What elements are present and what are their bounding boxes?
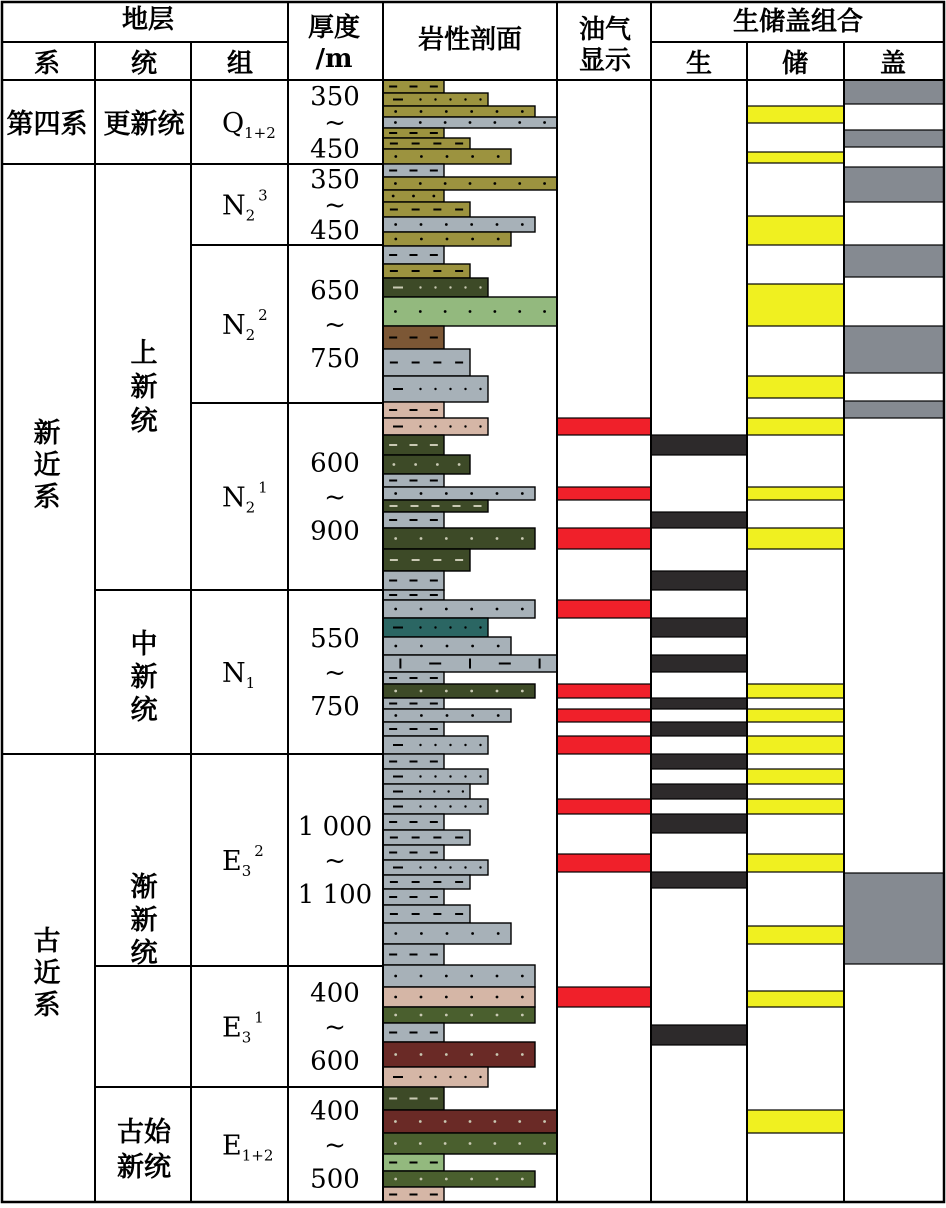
header-combination: 生储盖组合 (732, 7, 864, 37)
thickness-max: 1 100 (297, 880, 373, 910)
thickness-cell (310, 165, 360, 246)
thickness-tilde: ~ (324, 190, 346, 221)
system-labels (7, 109, 88, 1021)
lithology-bed (383, 889, 444, 905)
header-thickness-unit: /m (315, 44, 353, 74)
lithology-bed (383, 190, 444, 202)
oil-gas-show-bar (557, 987, 651, 1007)
lithology-bed (383, 709, 511, 722)
reservoir-bar (747, 684, 844, 698)
formation-cell (222, 1131, 273, 1165)
system-neogene-char2: 近 (33, 450, 61, 481)
lithology-bed (383, 326, 444, 349)
lithology-bed (383, 965, 535, 987)
formation-symbol: $N_1$ (222, 658, 256, 692)
oil-gas-show-bar (557, 487, 651, 500)
thickness-max: 450 (310, 215, 360, 246)
lithology-bed (383, 93, 488, 106)
lithology-bed (383, 177, 557, 190)
cap-rock-bar (844, 80, 944, 104)
oil-gas-show-bar (557, 418, 651, 435)
lithology-bed (383, 1067, 488, 1087)
formation-symbol: $E_{1+2}$ (222, 1130, 274, 1165)
oil-gas-show-bar (557, 600, 651, 618)
lithology-bed (383, 164, 444, 177)
lithology-bed (383, 944, 444, 965)
lithology-bed (383, 698, 444, 709)
oil-gas-show-bar (557, 684, 651, 698)
lithology-bed (383, 487, 535, 500)
source-rock-bar (651, 784, 747, 799)
series-pliocene-char1: 上 (130, 338, 158, 369)
header-thickness: 厚度 (307, 13, 361, 43)
thickness-min: 550 (310, 624, 360, 654)
lithology-bed (383, 455, 470, 474)
lithology-bed (383, 923, 511, 944)
formation-cell (222, 1009, 264, 1047)
formation-symbol: $N_2^1$ (222, 478, 268, 517)
lithology-bed (383, 637, 511, 655)
thickness-tilde: ~ (324, 658, 346, 688)
source-rock-bar (651, 814, 747, 833)
formation-symbol: $N_2^2$ (222, 306, 268, 344)
source-rock-bar (651, 512, 747, 528)
thickness-cell (310, 82, 360, 165)
lithology-bed (383, 435, 444, 455)
lithology-bed (383, 600, 535, 618)
thickness-tilde: ~ (324, 1130, 346, 1161)
thickness-min: 400 (310, 1096, 360, 1127)
lithology-bed (383, 349, 470, 376)
thickness-tilde: ~ (324, 1012, 346, 1043)
source-rock-bar (651, 722, 747, 736)
lithology-bed (383, 149, 511, 164)
cap-rock-bar (844, 245, 944, 277)
thickness-max: 450 (310, 134, 360, 165)
lithology-bed (383, 128, 444, 138)
thickness-max: 750 (310, 344, 360, 374)
lithology-bed (383, 1187, 444, 1202)
formation-cell (222, 108, 276, 142)
thickness-min: 350 (310, 165, 360, 196)
lithology-bed (383, 278, 488, 297)
cap-rock-bar (844, 130, 944, 147)
oil-gas-show-bar (557, 799, 651, 814)
source-rock-bar (651, 655, 747, 672)
thickness-cell (310, 624, 360, 722)
system-paleogene-char3: 系 (33, 990, 61, 1021)
source-rock-bar (651, 571, 747, 590)
thickness-max: 900 (310, 516, 360, 547)
lithology-bed (383, 512, 444, 528)
series-pliocene-char2: 新 (130, 372, 158, 403)
lithology-bed (383, 106, 535, 117)
system-paleogene-char2: 近 (33, 958, 61, 989)
reservoir-bar (747, 376, 844, 398)
lithology-bed (383, 672, 444, 684)
lithology-bed (383, 138, 470, 149)
lithology-bed (383, 474, 444, 487)
header-source: 生 (685, 49, 713, 79)
lithology-bed (383, 1171, 535, 1187)
thickness-min: 350 (310, 81, 360, 112)
lithology-bed (383, 1007, 535, 1023)
thickness-min: 650 (310, 276, 360, 306)
lithology-bed (383, 784, 470, 799)
cap-rock-bar (844, 167, 944, 202)
thickness-tilde: ~ (324, 846, 346, 876)
lithology-bed (383, 860, 488, 875)
lithology-bed (383, 402, 444, 418)
header-oil-gas-2: 显示 (578, 46, 632, 76)
thickness-max: 600 (310, 1046, 360, 1077)
system-neogene-char3: 系 (33, 482, 61, 513)
reservoir-bar (747, 487, 844, 500)
lithology-bed (383, 1110, 557, 1133)
header-system: 系 (33, 49, 61, 79)
reservoir-bar (747, 418, 844, 435)
lithology-bed (383, 246, 444, 264)
lithology-bed (383, 875, 470, 889)
formation-symbol: $E_3^1$ (222, 1008, 264, 1047)
lithology-bed (383, 1133, 557, 1154)
lithology-bed (383, 418, 488, 435)
reservoir-bar (747, 152, 844, 163)
formation-symbol: $N_2^3$ (222, 186, 268, 225)
lithology-bed (383, 232, 511, 246)
header-series: 统 (130, 49, 158, 79)
lithology-bed (383, 117, 557, 128)
header-formation: 组 (226, 49, 254, 79)
source-rock-bar (651, 754, 747, 769)
lithology-bed (383, 799, 488, 814)
lithology-bed (383, 722, 444, 736)
lithology-bed (383, 202, 470, 217)
series-labels (104, 108, 185, 1183)
header-oil-gas-1: 油气 (578, 15, 632, 45)
reservoir-bar (747, 736, 844, 754)
series-miocene-char2: 新 (130, 662, 158, 693)
thickness-cell (310, 449, 360, 547)
reservoir-bar (747, 769, 844, 784)
cap-rock-bar (844, 326, 944, 373)
lithology-bed (383, 655, 557, 672)
header-reservoir: 储 (781, 49, 809, 79)
formation-cell (222, 658, 255, 692)
series-pleistocene: 更新统 (103, 109, 185, 140)
source-rock-bar (651, 1025, 747, 1045)
reservoir-bar (747, 216, 844, 245)
thickness-min: 1 000 (297, 812, 373, 842)
lithology-bed (383, 80, 444, 93)
lithology-bed (383, 217, 535, 232)
reservoir-bar (747, 991, 844, 1007)
lithology-bed (383, 549, 470, 571)
formation-cell (222, 479, 268, 517)
formation-symbol: $Q_{1+2}$ (222, 108, 276, 142)
series-oligocene-char1: 渐 (130, 872, 158, 903)
system-neogene-char1: 新 (33, 418, 61, 449)
thickness-tilde: ~ (324, 482, 346, 513)
thickness-cell (310, 979, 360, 1077)
lithology-bed (383, 1042, 535, 1067)
lithology-bed (383, 571, 444, 590)
lithology-bed (383, 736, 488, 754)
lithology-bed (383, 814, 444, 830)
header-cap: 盖 (879, 49, 907, 79)
shows-and-combination-bars (557, 80, 944, 1133)
source-rock-bar (651, 435, 747, 455)
thickness-max: 750 (310, 692, 360, 722)
reservoir-bar (747, 284, 844, 326)
oil-gas-show-bar (557, 854, 651, 872)
system-paleogene-char1: 古 (33, 926, 61, 957)
thickness-cell (310, 1097, 360, 1195)
lithology-bed (383, 376, 488, 402)
series-miocene-char1: 中 (130, 629, 158, 660)
lithology-bed (383, 754, 444, 769)
lithology-bed (383, 528, 535, 549)
lithology-bed (383, 1087, 444, 1110)
formation-cell (222, 187, 268, 225)
series-miocene-char3: 统 (130, 695, 158, 726)
cap-rock-bar (844, 873, 944, 964)
formation-symbol: $E_3^2$ (222, 842, 264, 880)
lithology-bed (383, 845, 444, 860)
reservoir-bar (747, 528, 844, 549)
lithology-section (383, 80, 557, 1202)
header-lithology: 岩性剖面 (417, 25, 523, 55)
lithology-bed (383, 264, 470, 278)
formation-cell (222, 306, 268, 344)
series-oligocene-char3: 统 (130, 938, 158, 969)
reservoir-bar (747, 1110, 844, 1133)
lithology-bed (383, 769, 488, 784)
oil-gas-show-bar (557, 528, 651, 549)
series-pliocene-char3: 统 (130, 406, 158, 437)
lithology-bed (383, 590, 444, 600)
thickness-cell (310, 276, 360, 374)
lithology-bed (383, 987, 535, 1007)
source-rock-bar (651, 618, 747, 637)
lithology-bed (383, 830, 470, 845)
lithology-bed (383, 1154, 444, 1171)
thickness-min: 400 (310, 978, 360, 1009)
lithology-bed (383, 905, 470, 923)
thickness-tilde: ~ (324, 108, 346, 138)
oil-gas-show-bar (557, 736, 651, 754)
lithology-bed (383, 618, 488, 637)
thickness-min: 600 (310, 448, 360, 479)
lithology-bed (383, 297, 557, 326)
reservoir-bar (747, 926, 844, 944)
formation-cell (222, 842, 264, 880)
series-oligocene-char2: 新 (130, 905, 158, 936)
lithology-bed (383, 684, 535, 698)
reservoir-bar (747, 854, 844, 872)
source-rock-bar (651, 872, 747, 888)
formation-labels (222, 82, 372, 1195)
oil-gas-show-bar (557, 709, 651, 722)
source-rock-bar (651, 698, 747, 709)
reservoir-bar (747, 709, 844, 722)
lithology-bed (383, 1023, 444, 1042)
lithology-bed (383, 500, 488, 512)
header-strata: 地层 (121, 5, 175, 35)
thickness-cell (298, 812, 372, 910)
series-paleo-eocene-line2: 新统 (117, 1152, 171, 1183)
reservoir-bar (747, 799, 844, 814)
series-paleo-eocene-line1: 古始 (117, 1117, 171, 1148)
thickness-max: 500 (310, 1164, 360, 1195)
thickness-tilde: ~ (324, 310, 346, 340)
system-quaternary: 第四系 (6, 109, 88, 140)
cap-rock-bar (844, 401, 944, 418)
reservoir-bar (747, 106, 844, 123)
